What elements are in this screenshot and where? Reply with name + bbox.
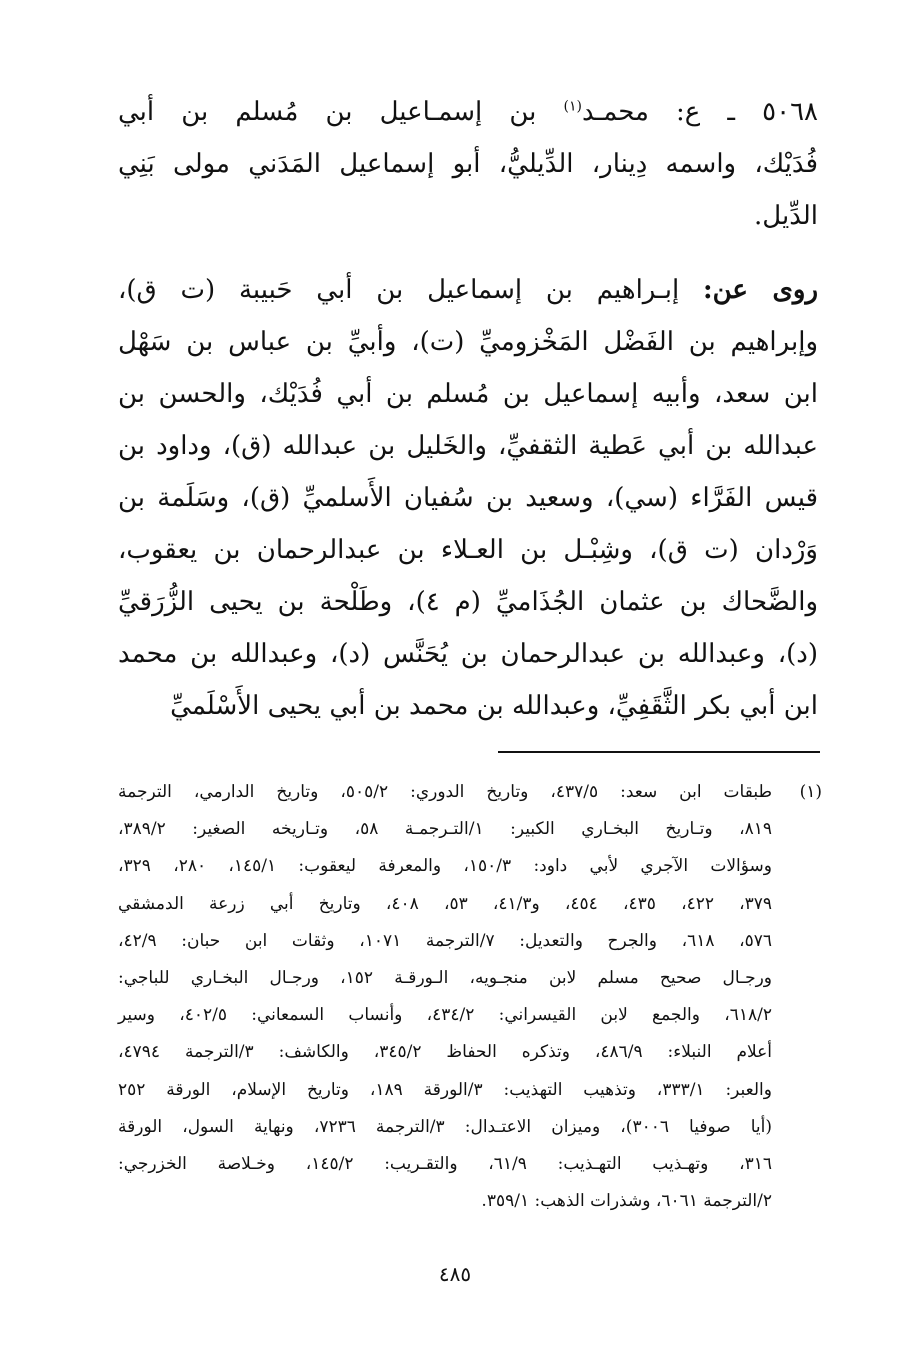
- footnote-line-5: ٥٧٦، ٦١٨، والجرح والتعديل: ٧/الترجمة ١٠٧١، وثقات ابن حبان: ٤٢/٩،: [118, 930, 772, 951]
- narration-line-9: ابن أبي بكر الثَّقَفِيِّ، وعبدالله بن محمد بن أبي يحيى الأَسْلَميِّ: [170, 691, 818, 721]
- entry-number-name: ٥٠٦٨ ـ ع: محمـد: [581, 97, 818, 127]
- narration-line-5: قيس الفَرَّاء (سي)، وسعيد بن سُفيان الأَسلميِّ (ق)، وسَلَمة بن: [118, 483, 818, 513]
- footnote-line-1: طبقات ابن سعد: ٤٣٧/٥، وتاريخ الدوري: ٥٠٥/٢، وتاريخ الدارمي، الترجمة: [118, 782, 772, 802]
- footnote-line-3: وسؤالات الآجري لأبي داود: ١٥٠/٣، والمعرفة ليعقوب: ١٤٥/١، ٢٨٠، ٣٢٩،: [118, 856, 772, 877]
- footnote-line-6: ورجـال صحيح مسلم لابن منجـويه، الـورقـة ١٥٢، ورجـال البخـاري للباجي:: [118, 968, 772, 989]
- biography-entry: [118, 86, 818, 732]
- footnote-1: [118, 774, 822, 1220]
- narration-label: روى عن:: [703, 275, 819, 305]
- footnote-body: [118, 774, 772, 1220]
- narration-line-2: وإبراهيم بن الفَضْل المَخْزوميِّ (ت)، وأبيِّ بن عباس بن سَهْل: [118, 327, 818, 357]
- footnote-line-9: والعبر: ٣٣٣/١، وتذهيب التهذيب: ٣/الورقة ١٨٩، وتاريخ الإسلام، الورقة ٢٥٢: [118, 1079, 772, 1100]
- footnote-line-12: ٢/الترجمة ٦٠٦١، وشذرات الذهب: ٣٥٩/١.: [481, 1191, 772, 1212]
- narration-line-4: عبدالله بن أبي عَطية الثقفيِّ، والخَليل بن عبدالله (ق)، وداود بن: [118, 431, 818, 461]
- entry-heading: [118, 86, 818, 242]
- narration-paragraph: [118, 264, 818, 732]
- footnote-line-11: ٣١٦، وتهـذيب التهـذيب: ٦١/٩، والتقـريب: ١٤٥/٢، وخـلاصة الخزرجي:: [118, 1154, 772, 1175]
- narration-line-1: [118, 264, 818, 316]
- narration-line-1-rest: إبـراهيم بن إسماعيل بن أبي حَبيبة (ت ق)،: [118, 275, 704, 305]
- footnote-marker: (١): [799, 782, 822, 802]
- footnote-line-4: ٣٧٩، ٤٢٢، ٤٣٥، ٤٥٤، و٤١/٣، ٥٣، ٤٠٨، وتاريخ أبي زرعة الدمشقي: [118, 893, 773, 914]
- narration-line-6: وَرْدان (ت ق)، وشِبْـل بن العـلاء بن عبدالرحمان بن يعقوب،: [118, 535, 818, 565]
- heading-line-3: الدِّيل.: [754, 201, 818, 231]
- footnote-reference: (١): [563, 98, 582, 115]
- narration-line-3: ابن سعد، وأبيه إسماعيل بن مُسلم بن أبي فُدَيْك، والحسن بن: [118, 379, 818, 409]
- heading-line-1-rest: بن إسمـاعيل بن مُسلم بن أبي: [118, 97, 564, 127]
- footnote-separator: [498, 751, 820, 753]
- narration-line-8: (د)، وعبدالله بن عبدالرحمان بن يُحَنَّس (د)، وعبدالله بن محمد: [118, 639, 818, 669]
- heading-line-1: [118, 86, 818, 138]
- main-text: [118, 86, 818, 732]
- footnote-line-8: أعلام النبلاء: ٤٨٦/٩، وتذكره الحفاظ ٣٤٥/٢، والكاشف: ٣/الترجمة ٤٧٩٤،: [118, 1042, 773, 1063]
- footnote-line-7: ٦١٨/٢، والجمع لابن القيسراني: ٤٣٤/٢، وأنساب السمعاني: ٤٠٢/٥، وسير: [118, 1005, 772, 1026]
- page-number: ٤٨٥: [438, 1262, 472, 1286]
- heading-line-2: فُدَيْك، واسمه دِينار، الدِّيليُّ، أبو إسماعيل المَدَني مولى بَنِي: [118, 149, 818, 179]
- footnote-line-2: ٨١٩، وتـاريخ البخـاري الكبير: ١/التـرجمـة ٥٨، وتـاريخه الصغير: ٣٨٩/٢،: [118, 819, 772, 840]
- footnote-line-10: (أيا صوفيا ٣٠٠٦)، وميزان الاعتـدال: ٣/الترجمة ٧٢٣٦، ونهاية السول، الورقة: [118, 1116, 773, 1137]
- narration-line-7: والضَّحاك بن عثمان الجُذَاميِّ (م ٤)، وطَلْحة بن يحيى الزُّرَقيِّ: [118, 587, 818, 617]
- footnotes-section: [118, 774, 822, 1220]
